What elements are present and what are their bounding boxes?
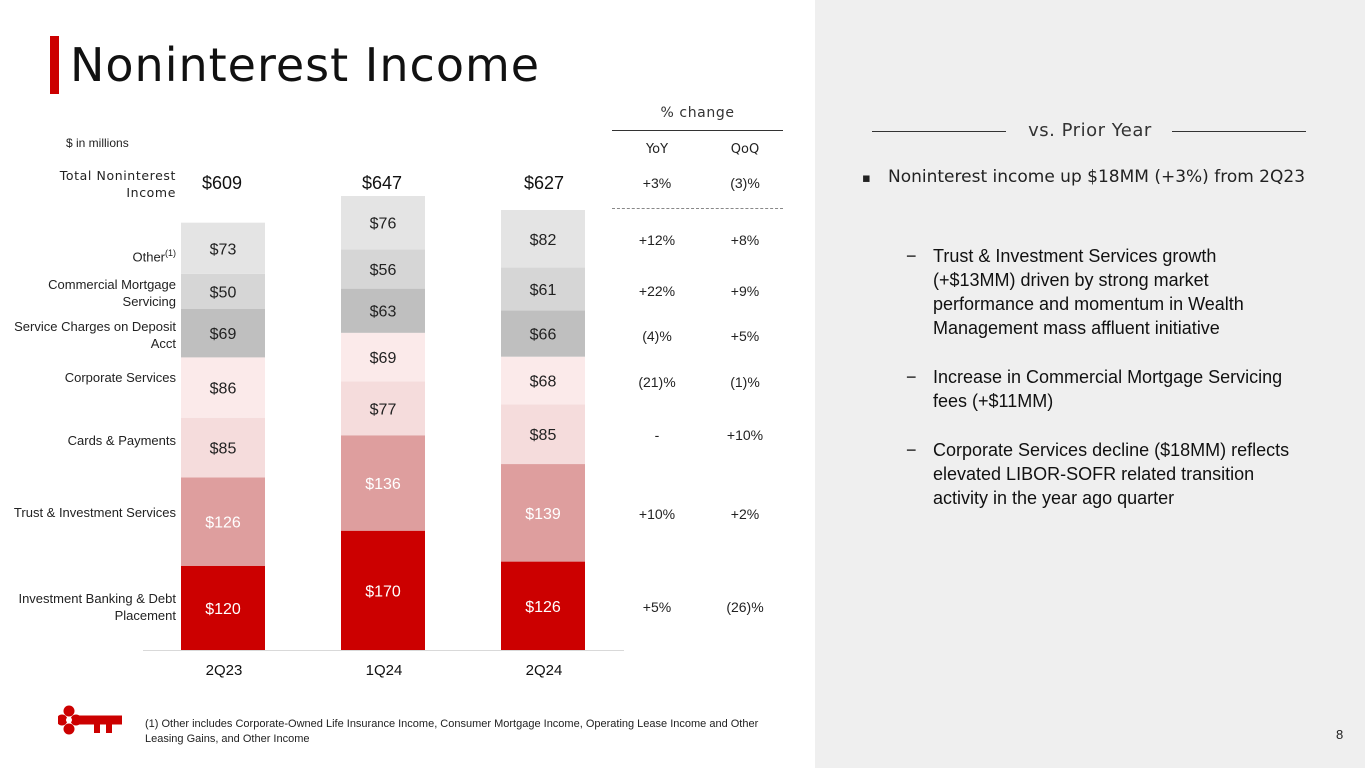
dash-bullet-icon: − xyxy=(906,440,917,460)
square-bullet-icon: ▪ xyxy=(862,171,871,186)
bar-value-label: $63 xyxy=(369,303,397,321)
bar-value-label: $69 xyxy=(369,350,397,368)
main-bullet-text: Noninterest income up $18MM (+3%) from 2Q23 xyxy=(888,167,1306,187)
total-2q24: $627 xyxy=(523,173,565,193)
bar-value-label: $139 xyxy=(525,505,561,523)
pct-other-yoy: +12% xyxy=(638,232,676,248)
pct-scda-yoy: (4)% xyxy=(642,328,672,344)
pct-corp-yoy: (21)% xyxy=(638,374,676,390)
bar-value-label: $82 xyxy=(529,231,557,249)
pct-cms-yoy: +22% xyxy=(638,283,676,299)
row-label-total: Total Noninterest Income xyxy=(59,168,176,200)
pct-other-qoq: +8% xyxy=(730,232,760,248)
bar-value-label: $61 xyxy=(529,281,557,299)
vs-prior-year-header: vs. Prior Year xyxy=(1028,120,1152,141)
total-divider xyxy=(612,208,783,209)
row-label-corp: Corporate Services xyxy=(64,370,176,385)
dash-bullet-icon: − xyxy=(906,246,917,266)
bar-value-label: $85 xyxy=(209,440,237,458)
footnote: (1) Other includes Corporate-Owned Life Insurance Income, Consumer Mortgage Income, Operating Lease Income and Other Leasing Gains, and Other Income xyxy=(145,718,759,745)
bar-value-label: $120 xyxy=(205,600,241,618)
pct-trust-yoy: +10% xyxy=(638,506,676,522)
sub-bullet-1-text: Trust & Investment Services growth (+$13MM) driven by strong market performance and momentum in Wealth Management mass affluent initiative xyxy=(933,246,1244,338)
bar-value-label: $170 xyxy=(365,583,401,601)
bar-value-label: $126 xyxy=(525,598,561,616)
footnote-ref: (1) xyxy=(165,248,176,258)
row-label-cms: Commercial Mortgage Servicing xyxy=(48,277,176,309)
x-label-2q24: 2Q24 xyxy=(525,662,563,679)
sub-bullet-2-text: Increase in Commercial Mortgage Servicing fees (+$11MM) xyxy=(933,367,1283,411)
pct-trust-qoq: +2% xyxy=(730,506,760,522)
pct-total-qoq: (3)% xyxy=(730,175,760,191)
x-label-2q23: 2Q23 xyxy=(205,662,243,679)
total-2q23: $609 xyxy=(201,173,243,193)
yoy-header: YoY xyxy=(645,142,669,157)
bar-value-label: $126 xyxy=(205,514,241,532)
pct-header-rule xyxy=(612,130,783,131)
bar-value-label: $68 xyxy=(529,373,557,391)
pct-cards-yoy: - xyxy=(654,427,660,443)
units-note: $ in millions xyxy=(66,136,129,150)
row-label-trust: Trust & Investment Services xyxy=(13,505,176,520)
row-label-cards: Cards & Payments xyxy=(67,433,176,448)
row-label-other-text: Other xyxy=(132,249,165,265)
pct-total-yoy: +3% xyxy=(642,175,672,191)
bar-value-label: $85 xyxy=(529,427,557,445)
bar-value-label: $50 xyxy=(209,284,237,302)
pct-ibdp-qoq: (26)% xyxy=(726,599,764,615)
bar-value-label: $77 xyxy=(369,401,397,419)
page-title: Noninterest Income xyxy=(70,38,541,92)
key-logo-icon xyxy=(58,705,124,735)
page-number: 8 xyxy=(1336,727,1344,742)
bar-value-label: $69 xyxy=(209,326,237,344)
bar-value-label: $56 xyxy=(369,261,397,279)
vs-header-rule-right xyxy=(1172,131,1306,132)
row-label-scda: Service Charges on Deposit Acct xyxy=(14,319,176,351)
bar-value-label: $86 xyxy=(209,380,237,398)
qoq-header: QoQ xyxy=(730,142,760,157)
pct-change-header: % change xyxy=(660,105,735,121)
x-label-1q24: 1Q24 xyxy=(365,662,403,679)
bar-value-label: $66 xyxy=(529,326,557,344)
pct-cards-qoq: +10% xyxy=(726,427,764,443)
bar-value-label: $136 xyxy=(365,475,401,493)
total-1q24: $647 xyxy=(361,173,403,193)
vs-header-rule-left xyxy=(872,131,1006,132)
sub-bullet-3-text: Corporate Services decline ($18MM) reflects elevated LIBOR-SOFR related transition activity in the year ago quarter xyxy=(933,440,1290,508)
row-label-ibdp: Investment Banking & Debt Placement xyxy=(18,591,176,623)
dash-bullet-icon: − xyxy=(906,367,917,387)
pct-scda-qoq: +5% xyxy=(730,328,760,344)
bar-value-label: $73 xyxy=(209,241,237,259)
pct-ibdp-yoy: +5% xyxy=(642,599,672,615)
bar-value-label: $76 xyxy=(369,215,397,233)
pct-cms-qoq: +9% xyxy=(730,283,760,299)
pct-corp-qoq: (1)% xyxy=(730,374,760,390)
